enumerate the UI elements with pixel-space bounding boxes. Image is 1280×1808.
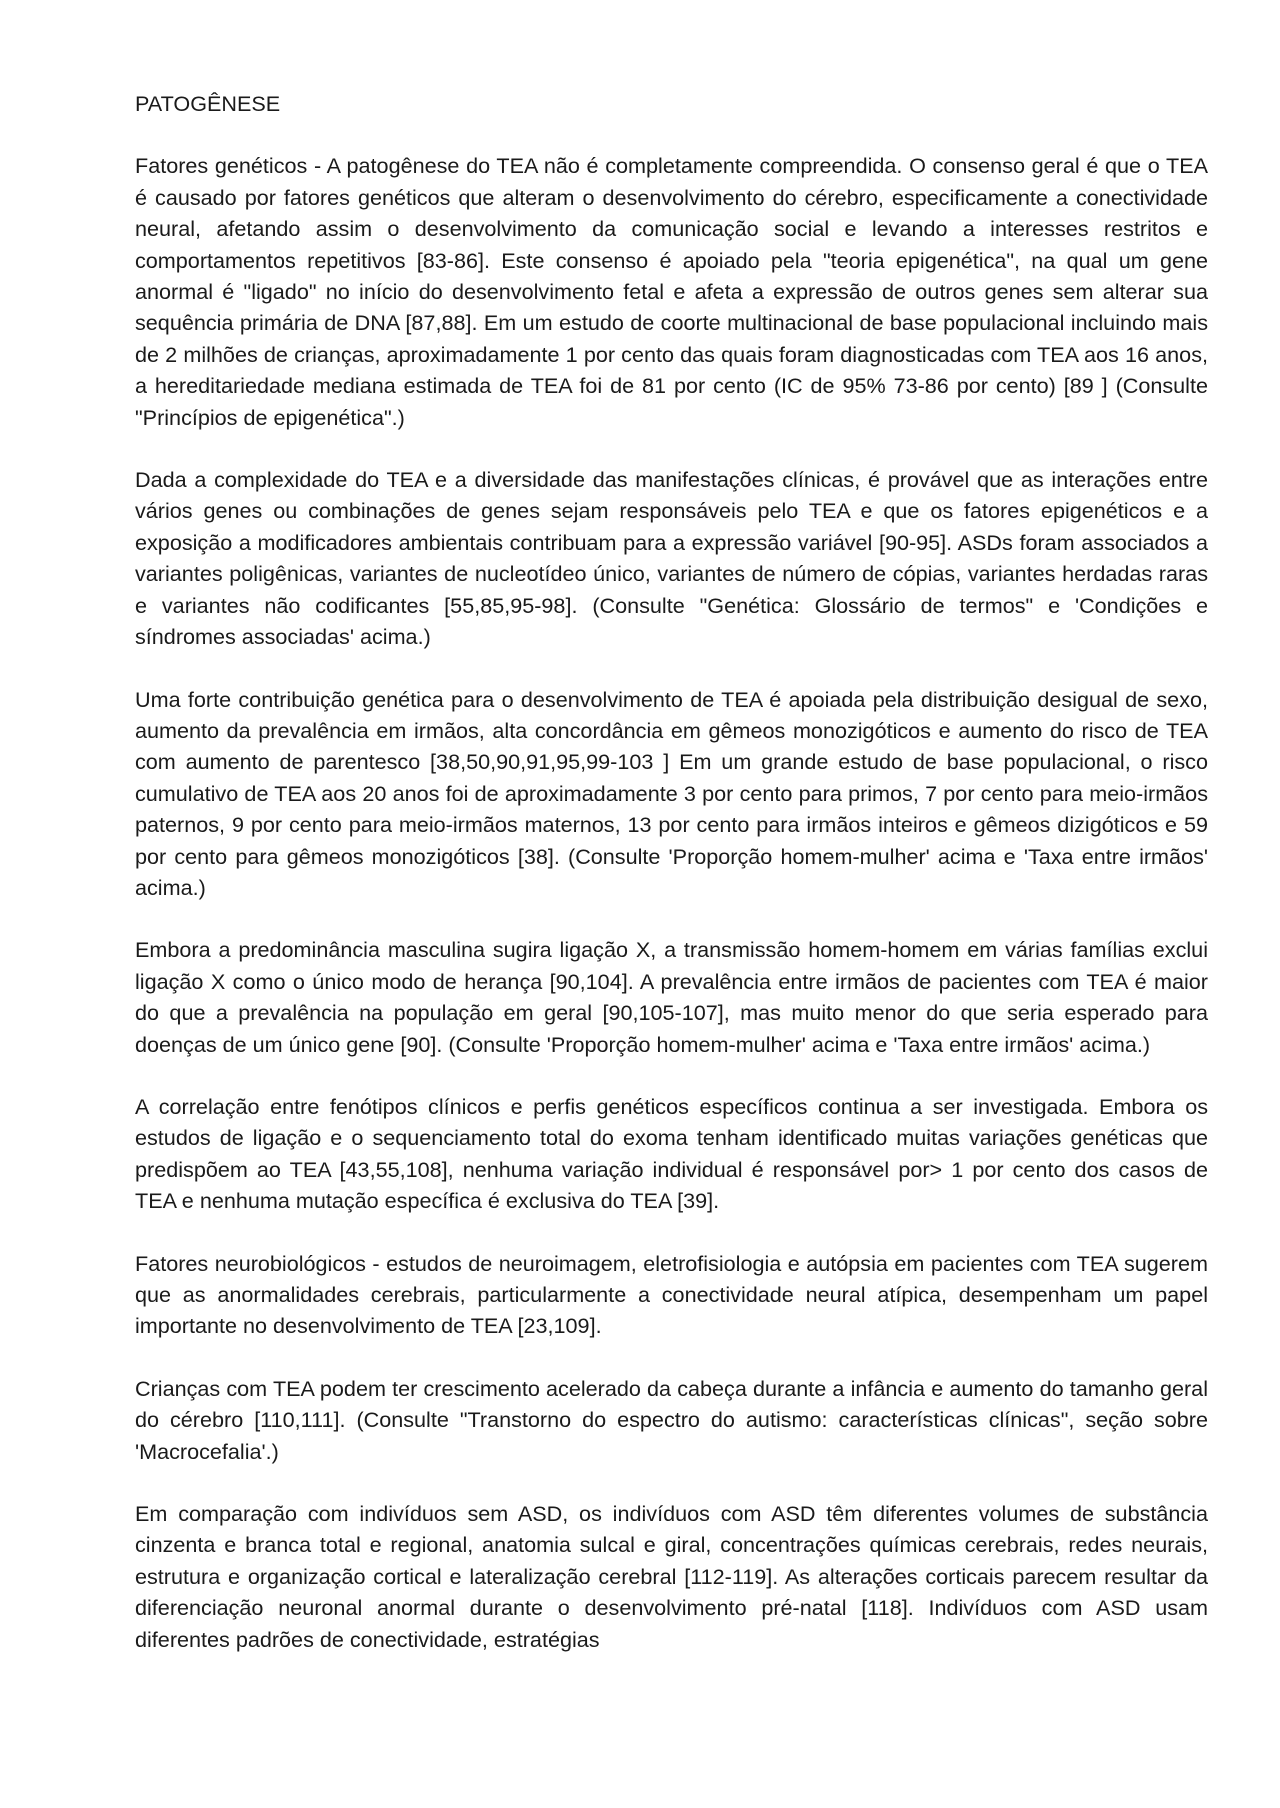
paragraph-complexity: Dada a complexidade do TEA e a diversidade das manifestações clínicas, é provável que as interações entre vários genes ou combinações de genes sejam responsáveis pelo TEA e que os fatores epigenéticos e a exposição a modificadores ambientais contribuam para a expressão variável [90-95]. ASDs foram associados a variantes poligênicas, variantes de nucleotídeo único, variantes de número de cópias, variantes herdadas raras e variantes não codificantes [55,85,95-98]. (Consulte "Genética: Glossário de termos" e 'Condições e síndromes associadas' acima.) bbox=[135, 467, 1208, 650]
paragraph-genetic-contribution: Uma forte contribuição genética para o desenvolvimento de TEA é apoiada pela distribuição desigual de sexo, aumento da prevalência em irmãos, alta concordância em gêmeos monozigóticos e aumento do risco de TEA com aumento de parentesco [38,50,90,91,95,99-103 ] Em um grande estudo de base populacional, o risco cumulativo de TEA aos 20 anos foi de aproximadamente 3 por cento para primos, 7 por cento para meio-irmãos paternos, 9 por cento para meio-irmãos maternos, 13 por cento para irmãos inteiros e gêmeos dizigóticos e 59 por cento para gêmeos monozigóticos [38]. (Consulte 'Proporção homem-mulher' acima e 'Taxa entre irmãos' acima.) bbox=[135, 686, 1208, 900]
paragraph-male-predominance: Embora a predominância masculina sugira ligação X, a transmissão homem-homem em várias famílias exclui ligação X como o único modo de herança [90,104]. A prevalência entre irmãos de pacientes com TEA é maior do que a prevalência na população em geral [90,105-107], mas muito menor do que seria esperado para doenças de um único gene [90]. (Consulte 'Proporção homem-mulher' acima e 'Taxa entre irmãos' acima.) bbox=[135, 937, 1208, 1057]
section-heading: PATOGÊNESE bbox=[135, 91, 281, 116]
paragraph-genetic-factors: Fatores genéticos - A patogênese do TEA não é completamente compreendida. O consenso geral é que o TEA é causado por fatores genéticos que alteram o desenvolvimento do cérebro, especificamente a conectividade neural, afetando assim o desenvolvimento da comunicação social e levando a interesses restritos e comportamentos repetitivos [83-86]. Este consenso é apoiado pela "teoria epigenética", na qual um gene anormal é "ligado" no início do desenvolvimento fetal e afeta a expressão de outros genes sem alterar sua sequência primária de DNA [87,88]. Em um estudo de coorte multinacional de base populacional incluindo mais de 2 milhões de crianças, aproximadamente 1 por cento das quais foram diagnosticadas com TEA aos 16 anos, a hereditariedade mediana estimada de TEA foi de 81 por cento (IC de 95% 73-86 por cento) [89 ] (Consulte "Princípios de epigenética".) bbox=[135, 153, 1208, 430]
paragraph-head-growth: Crianças com TEA podem ter crescimento acelerado da cabeça durante a infância e aumento do tamanho geral do cérebro [110,111]. (Consulte "Transtorno do espectro do autismo: características clínicas", seção sobre 'Macrocefalia'.) bbox=[135, 1375, 1208, 1464]
paragraph-phenotype-correlation: A correlação entre fenótipos clínicos e perfis genéticos específicos continua a ser investigada. Embora os estudos de ligação e o sequenciamento total do exoma tenham identificado muitas variações genéticas que predispõem ao TEA [43,55,108], nenhuma variação individual é responsável por> 1 por cento dos casos de TEA e nenhuma mutação específica é exclusiva do TEA [39]. bbox=[135, 1093, 1208, 1214]
document-page bbox=[135, 88, 1208, 1655]
paragraph-neurobiological-factors: Fatores neurobiológicos - estudos de neuroimagem, eletrofisiologia e autópsia em pacientes com TEA sugerem que as anormalidades cerebrais, particularmente a conectividade neural atípica, desempenham um papel importante no desenvolvimento de TEA [23,109]. bbox=[135, 1250, 1208, 1339]
paragraph-brain-comparison: Em comparação com indivíduos sem ASD, os indivíduos com ASD têm diferentes volumes de substância cinzenta e branca total e regional, anatomia sulcal e giral, concentrações químicas cerebrais, redes neurais, estrutura e organização cortical e lateralização cerebral [112-119]. As alterações corticais parecem resultar da diferenciação neuronal anormal durante o desenvolvimento pré-natal [118]. Indivíduos com ASD usam diferentes padrões de conectividade, estratégias bbox=[135, 1501, 1208, 1652]
